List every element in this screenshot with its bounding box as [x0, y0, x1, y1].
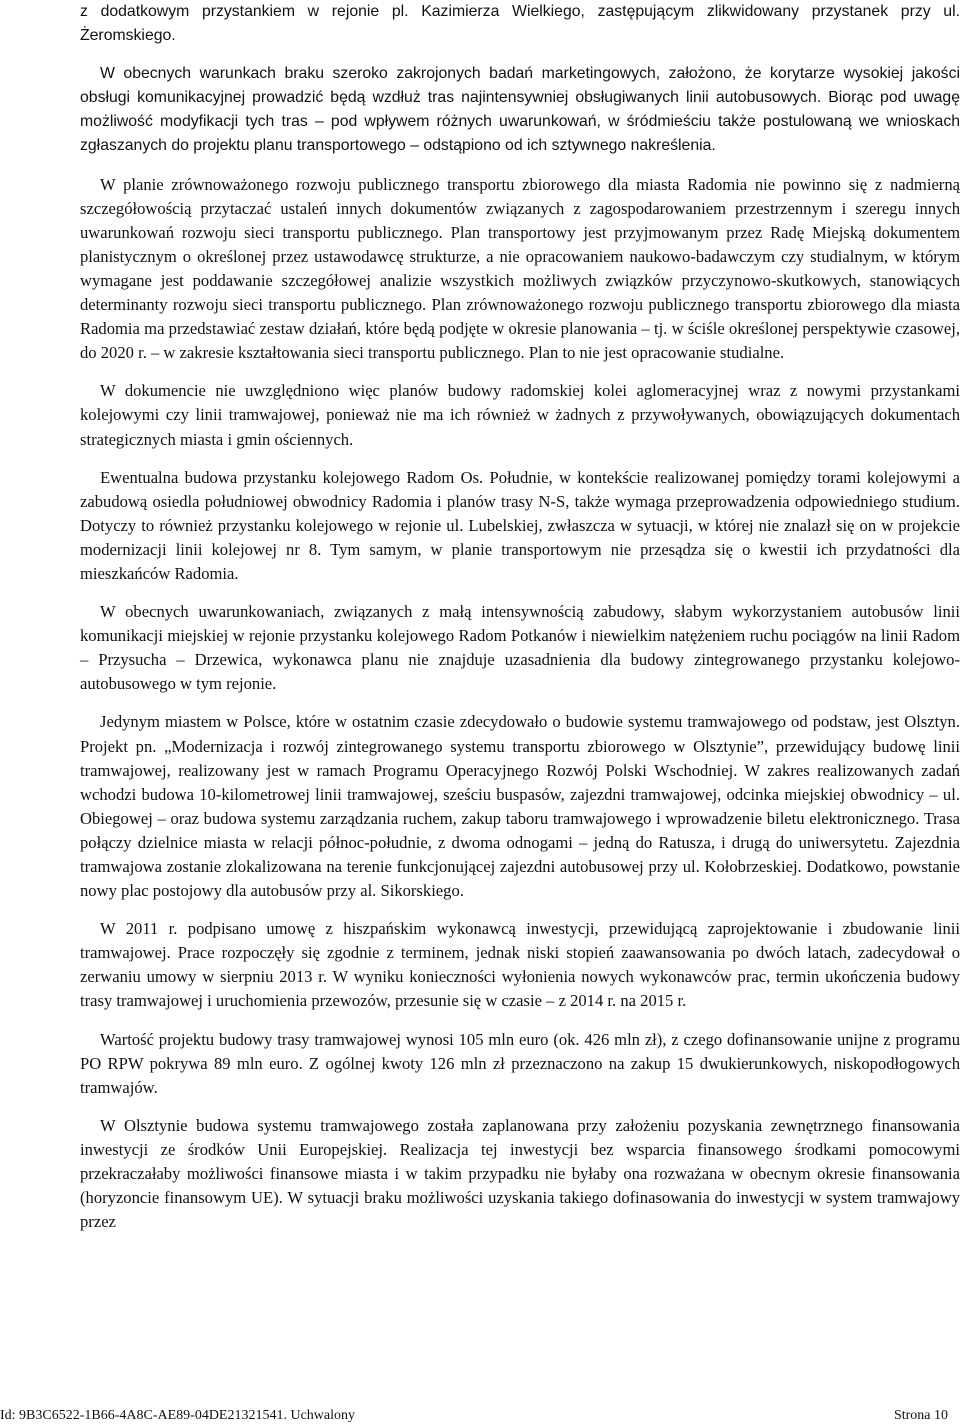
paragraph-2: W obecnych warunkach braku szeroko zakrojonych badań marketingowych, założono, że korytarze wysokiej jakości obsługi komunikacyjnej prowadzić będą wzdłuż tras najintensywniej obsługiwanych linii autobusowych. Biorąc pod uwagę możliwość modyfikacji tych tras – pod wpływem różnych uwarunkowań, w śródmieściu także postulowaną we wnioskach zgłaszanych do projektu planu transportowego – odstąpiono od ich sztywnego nakreślenia.: [80, 65, 960, 155]
paragraph-6: W obecnych uwarunkowaniach, związanych z małą intensywnością zabudowy, słabym wykorzystaniem autobusów linii komunikacji miejskiej w rejonie przystanku kolejowego Radom Potkanów i niewielkim natężeniem ruchu pociągów na linii Radom – Przysucha – Drzewica, wykonawca planu nie znajduje uzasadnienia dla budowy zintegrowanego przystanku kolejowo-autobusowego w tym rejonie.: [80, 602, 960, 694]
document-body: [80, 0, 960, 1234]
paragraph-1: z dodatkowym przystankiem w rejonie pl. Kazimierza Wielkiego, zastępującym zlikwidowany przystanek przy ul. Żeromskiego.: [80, 3, 960, 45]
page-footer: [0, 1400, 960, 1428]
paragraph-4: W dokumencie nie uwzględniono więc planów budowy radomskiej kolei aglomeracyjnej wraz z nowymi przystankami kolejowymi czy linii tramwajowej, ponieważ nie ma ich również w żadnych z przywoływanych, obowiązujących dokumentach strategicznych miasta i gmin ościennych.: [80, 381, 960, 449]
paragraph-3: W planie zrównoważonego rozwoju publicznego transportu zbiorowego dla miasta Radomia nie powinno się z nadmierną szczegółowością przytaczać ustaleń innych dokumentów związanych z zagospodarowaniem przestrzennym i szeregu innych uwarunkowań rozwoju sieci transportu publicznego. Plan transportowy jest przyjmowanym przez Radę Miejską dokumentem planistycznym o określonej przez ustawodawcę strukturze, a nie opracowaniem naukowo-badawczym czy studialnym, w którym wymagane jest poddawanie szczegółowej analizie wszystkich możliwych związków przyczynowo-skutkowych, stanowiących determinanty rozwoju sieci transportu publicznego. Plan zrównoważonego rozwoju publicznego transportu zbiorowego dla miasta Radomia ma przedstawiać zestaw działań, które będą podjęte w okresie planowania – tj. w ściśle określonej perspektywie czasowej, do 2020 r. – w zakresie kształtowania sieci transportu publicznego. Plan to nie jest opracowanie studialne.: [80, 174, 960, 363]
paragraph-8: W 2011 r. podpisano umowę z hiszpańskim wykonawcą inwestycji, przewidującą zaprojektowanie i zbudowanie linii tramwajowej. Prace rozpoczęły się zgodnie z terminem, jednak niski stopień zaawansowania po dwóch latach, zadecydował o zerwaniu umowy w sierpniu 2013 r. W wyniku konieczności wyłonienia nowych wykonawców prac, termin ukończenia budowy trasy tramwajowej i uruchomienia przewozów, przesunie się w czasie – z 2014 r. na 2015 r.: [80, 919, 960, 1011]
paragraph-9: Wartość projektu budowy trasy tramwajowej wynosi 105 mln euro (ok. 426 mln zł), z czego dofinansowanie unijne z programu PO RPW pokrywa 89 mln euro. Z ogólnej kwoty 126 mln zł przeznaczono na zakup 15 dwukierunkowych, niskopodłogowych tramwajów.: [80, 1029, 960, 1097]
paragraph-5: Ewentualna budowa przystanku kolejowego Radom Os. Południe, w kontekście realizowanej pomiędzy torami kolejowymi a zabudową osiedla południowej obwodnicy Radomia i planów trasy N-S, także wymaga przeprowadzenia odpowiedniego studium. Dotyczy to również przystanku kolejowego w rejonie ul. Lubelskiej, zwłaszcza w sytuacji, w której nie znalazł się on w projekcie modernizacji linii kolejowej nr 8. Tym samym, w planie transportowym nie przesądza się o kwestii ich przydatności dla mieszkańców Radomia.: [80, 467, 960, 583]
paragraph-10: W Olsztynie budowa systemu tramwajowego została zaplanowana przy założeniu pozyskania zewnętrznego finansowania inwestycji ze środków Unii Europejskiej. Realizacja tej inwestycji bez wsparcia finansowego środkami pomocowymi przekraczałaby możliwości finansowe miasta i w takim przypadku nie byłaby ona rozważana w obecnym okresie finansowania (horyzoncie finansowym UE). W sytuacji braku możliwości uzyskania takiego dofinasowania do inwestycji w system tramwajowy przez: [80, 1115, 960, 1232]
document-id: Id: 9B3C6522-1B66-4A8C-AE89-04DE21321541. Uchwalony: [0, 1408, 356, 1423]
paragraph-7: Jedynym miastem w Polsce, które w ostatnim czasie zdecydowało o budowie systemu tramwajowego od podstaw, jest Olsztyn. Projekt pn. „Modernizacja i rozwój zintegrowanego systemu transportu zbiorowego w Olsztynie”, przewidujący budowę linii tramwajowej, realizowany jest w ramach Programu Operacyjnego Rozwój Polski Wschodniej. W zakres realizowanych zadań wchodzi budowa 10-kilometrowej linii tramwajowej, sześciu buspasów, zajezdni tramwajowej, odcinka miejskiej obwodnicy – ul. Obiegowej – oraz budowa systemu zarządzania ruchem, zakup taboru tramwajowego i wprowadzenie biletu elektronicznego. Trasa połączy dzielnice miasta w relacji północ-południe, z dwoma odnogami – jedną do Ratusza, i drugą do uniwersytetu. Zajezdnia tramwajowa zostanie zlokalizowana na terenie funkcjonującej zajezdni autobusowej przy ul. Kołobrzeskiej. Dodatkowo, powstanie nowy plac postojowy dla autobusów przy al. Sikorskiego.: [80, 712, 960, 901]
page-number: Strona 10: [893, 1408, 948, 1423]
